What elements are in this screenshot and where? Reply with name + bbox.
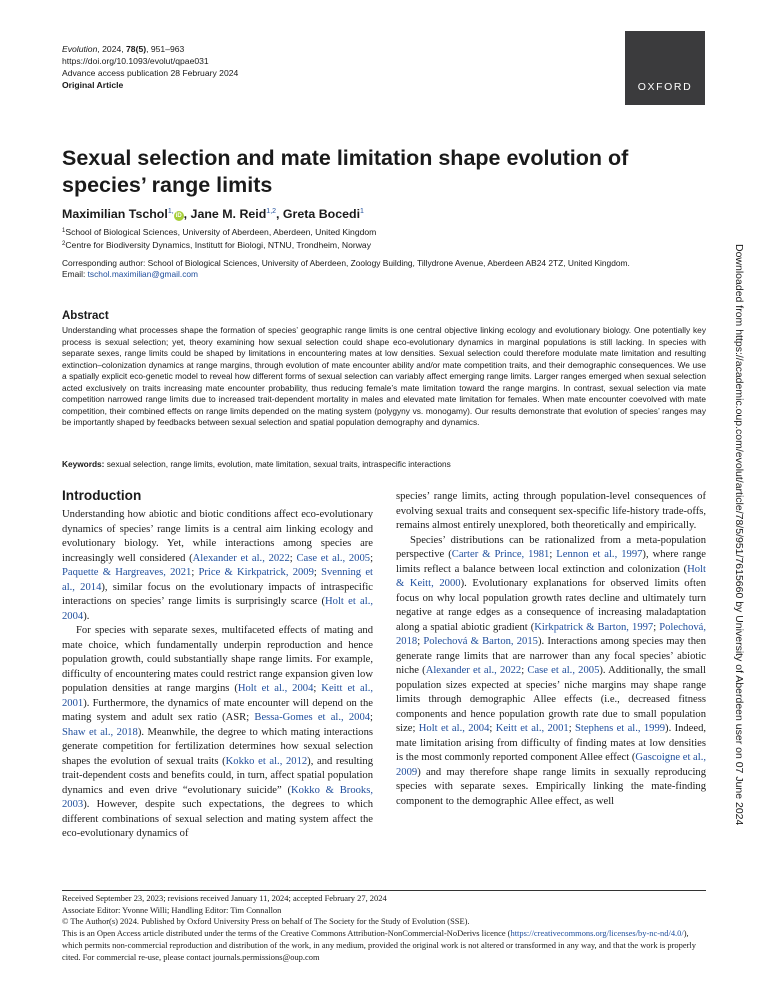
logo-text: OXFORD (637, 81, 693, 93)
article-type: Original Article (62, 80, 124, 90)
citation-link[interactable]: Holt et al., 2004 (237, 683, 314, 694)
orcid-icon[interactable]: iD (175, 213, 182, 219)
citation-link[interactable]: Case et al., 2005 (296, 552, 371, 564)
citation-link[interactable]: Kirkpatrick & Barton, 1997 (534, 621, 654, 633)
abstract-heading: Abstract (62, 310, 109, 322)
citation-link[interactable]: Holt & Keitt, 2000 (396, 563, 706, 589)
citation-link[interactable]: Polechová & Barton, 2015 (423, 636, 538, 647)
citation-link[interactable]: Alexander et al., 2022 (425, 665, 522, 676)
citation-link[interactable]: Kokko & Brooks, 2003 (62, 784, 373, 810)
citation-link[interactable]: Shaw et al., 2018 (62, 726, 138, 738)
citation-link[interactable]: Stephens et al., 1999 (574, 723, 666, 734)
citation-link[interactable]: Lennon et al., 1997 (556, 549, 643, 560)
citation-link[interactable]: Polechová, 2018 (396, 621, 707, 647)
citation-link[interactable]: Holt et al., 2004 (62, 596, 373, 622)
citation-link[interactable]: Price & Kirkpatrick, 2009 (198, 567, 314, 578)
citation-link[interactable]: Gascoigne et al., 2009 (396, 752, 706, 778)
volume-issue: 78(5) (126, 44, 147, 54)
article-footer (62, 893, 706, 963)
email-link[interactable]: tschol.maximilian@gmail.com (87, 269, 199, 280)
body-column-left (62, 508, 373, 842)
citation-link[interactable]: Holt et al., 2004 (418, 723, 490, 734)
keywords: Keywords: sexual selection, range limits, evolution, mate limitation, sexual traits, intraspecific interactions (62, 459, 451, 469)
section-heading-introduction: Introduction (62, 488, 142, 503)
paragraph: Species’ distributions can be rationalized from a meta-population perspective (Carter & Prince, 1981; Lennon et al., 1997), where range limits reflect a balance between local extinction and colonization (Holt & Keitt, 2000). Evolutionary explanations for observed limits often focus on why local population growth rates decline and ultimately turn negative at range edges as a consequence of increasing maladaptation along a spatial abiotic gradient (Kirkpatrick & Barton, 1997; Polechová, 2018; Polechová & Barton, 2015). Interactions among species may then generate range limits that are narrower than any focal species’ abiotic niche (Alexander et al., 2022; Case et al., 2005). Additionally, the small population sizes expected at species’ niche margins may shape range limits through demographic Allee effects (i.e., decreased fitness components and hence population growth rate due to small population size; Holt et al., 2004; Keitt et al., 2001; Stephens et al., 1999). Indeed, mate limitation arising from difficulty of finding mates at low densities is the most commonly reported component Allee effect (Gascoigne et al., 2009) and may therefore shape range limits in sexually reproducing species with separate sexes. Empirically linking the mate-finding component to the demographic Allee effect, as well (396, 534, 707, 807)
author-name[interactable]: Jane M. Reid (190, 207, 267, 221)
citation-link[interactable]: Keitt et al., 2001 (495, 723, 569, 734)
paragraph: species’ range limits, acting through population-level consequences of evolving sexual traits and consequent sex-specific life-history trade-offs, remains almost entirely unexplored, both theoretically and empirically. (396, 491, 706, 531)
author-list: Maximilian Tschol$^{1,}$iD , Jane M. Reid$^{1,2}$, Greta Bocedi$^1$ (62, 207, 364, 221)
citation-link[interactable]: Paquette & Hargreaves, 2021 (62, 567, 192, 578)
footer-divider (62, 890, 706, 891)
citation-link[interactable]: Alexander et al., 2022 (192, 552, 290, 564)
access-date: Advance access publication 28 February 2024 (62, 68, 239, 78)
download-watermark: Downloaded from https://academic.oup.com/evolut/article/78/5/951/7615660 by University of Aberdeen user on 07 June 2024 (733, 244, 745, 826)
paragraph: Understanding how abiotic and biotic conditions affect eco-evolutionary dynamics of species’ range limits is a central aim linking ecology and evolutionary biology. Yet, while interactions among species are increasingly well considered (Alexander et al., 2022; Case et al., 2005; Paquette & Hargreaves, 2021; Price & Kirkpatrick, 2009; Svenning et al., 2014), similar focus on the evolutionary impacts of intraspecific interactions on species’ range limits is surprisingly scarce (Holt et al., 2004). (62, 509, 374, 622)
article-title: Sexual selection and mate limitation shape evolution of species’ range limits (62, 146, 629, 197)
body-column-right (396, 490, 706, 809)
citation-link[interactable]: Case et al., 2005 (527, 665, 600, 676)
affiliations (62, 226, 376, 251)
citation-link[interactable]: Carter & Prince, 1981 (451, 549, 550, 560)
journal-name: Evolution (62, 44, 98, 54)
copyright: © The Author(s) 2024. Published by Oxford University Press on behalf of The Society for the Study of Evolution (SSE). (62, 916, 470, 927)
affiliation-1: $^1$School of Biological Sciences, University of Aberdeen, Aberdeen, United Kingdom (62, 227, 377, 237)
paragraph: For species with separate sexes, multifaceted effects of mating and mate choice, which fundamentally underpin reproduction and hence population growth, could substantially shape range limits. For example, difficulty of encountering mates could restrict range expansion given low population densities at range margins (Holt et al., 2004; Keitt et al., 2001). Furthermore, the dynamics of mate encounter will depend on the mating system and adult sex ratio (ASR; Bessa-Gomes et al., 2004; Shaw et al., 2018). Meanwhile, the degree to which mating interactions generate competition for fertilization determines how sexual selection shapes the evolution of sexual traits (Kokko et al., 2012), and resulting trait-dependent costs and benefits could, in turn, affect spatial population dynamics and even drive “evolutionary suicide” (Kokko & Brooks, 2003). However, despite such expectations, the degrees to which different combinations of sexual selection and mating system affect the eco-evolutionary dynamics of (62, 625, 373, 839)
citation-link[interactable]: Keitt et al., 2001 (62, 683, 373, 709)
oxford-logo[interactable] (625, 31, 705, 105)
citation-link[interactable]: Svenning et al., 2014 (62, 567, 373, 593)
received-dates: Received September 23, 2023; revisions received January 11, 2024; accepted February 27, 2024 (62, 893, 387, 903)
corresponding-author: Corresponding author: School of Biological Sciences, University of Aberdeen, Zoology Building, Tillydrone Avenue, Aberdeen AB24 2TZ, United Kingdom. Email: tschol.maximilian@gmail.com (62, 258, 630, 280)
editors: Associate Editor: Yvonne Willi; Handling Editor: Tim Connallon (62, 904, 282, 915)
author-name[interactable]: Greta Bocedi (282, 207, 361, 221)
abstract-text: Understanding what processes shape the formation of species’ geographic range limits is one central objective linking ecology and evolutionary biology. One potentially key process is sexual selection; yet, theory examining how sexual selection could shape eco-evolutionary dynamics in marginal populations is still lacking. In species with separate sexes, range limits could be shaped by limitations in encountering mates at low densities. Sexual selection could therefore modulate mate limitation and resulting extinction–colonization dynamics at range margins, through evolution of mate encounter ability and/or mate competition traits, and their demographic consequences. We use a spatially explicit eco-genetic model to reveal how different forms of sexual selection can variably affect emerging range limits. Larger ranges emerged when sexual selection acted exclusively on traits increasing mate encounter probability, thus reducing female’s mate limitation toward the range margins. In contrast, sexual selection via mate competition narrowed range limits due to increased trait-dependent mortality in males and elevated mate limitation for females. When mate encounter coevolved with mate competition, their combined effects on range limits depended on the mating system (polygyny vs. monogamy). Our results demonstrate that evolution of species’ ranges may be importantly shaped by feedbacks between sexual selection and spatial population demography and dynamics. (62, 325, 706, 428)
author-name[interactable]: Maximilian Tschol (62, 207, 168, 221)
license: This is an Open Access article distributed under the terms of the Creative Commons Attribution-NonCommercial-NoDerivs licence (https://creativecommons.org/licenses/by-nc-nd/4.0/), which permits non-commercial reproduction and distribution of the work, in any medium, provided the original work is not altered or transformed in any way, and that the work is properly cited. For commercial re-use, please contact journals.permissions@oup.com (62, 928, 696, 962)
citation-line: Evolution, 2024, 78(5), 951–963 (62, 44, 185, 54)
citation-link[interactable]: Bessa-Gomes et al., 2004 (254, 712, 371, 723)
journal-header (62, 43, 238, 91)
license-link[interactable]: https://creativecommons.org/licenses/by-nc-nd/4.0/ (510, 928, 684, 939)
doi-link[interactable]: https://doi.org/10.1093/evolut/qpae031 (62, 56, 209, 66)
affiliation-2: $^2$Centre for Biodiversity Dynamics, Institutt for Biologi, NTNU, Trondheim, Norway (62, 239, 371, 250)
citation-link[interactable]: Kokko et al., 2012 (225, 755, 308, 767)
